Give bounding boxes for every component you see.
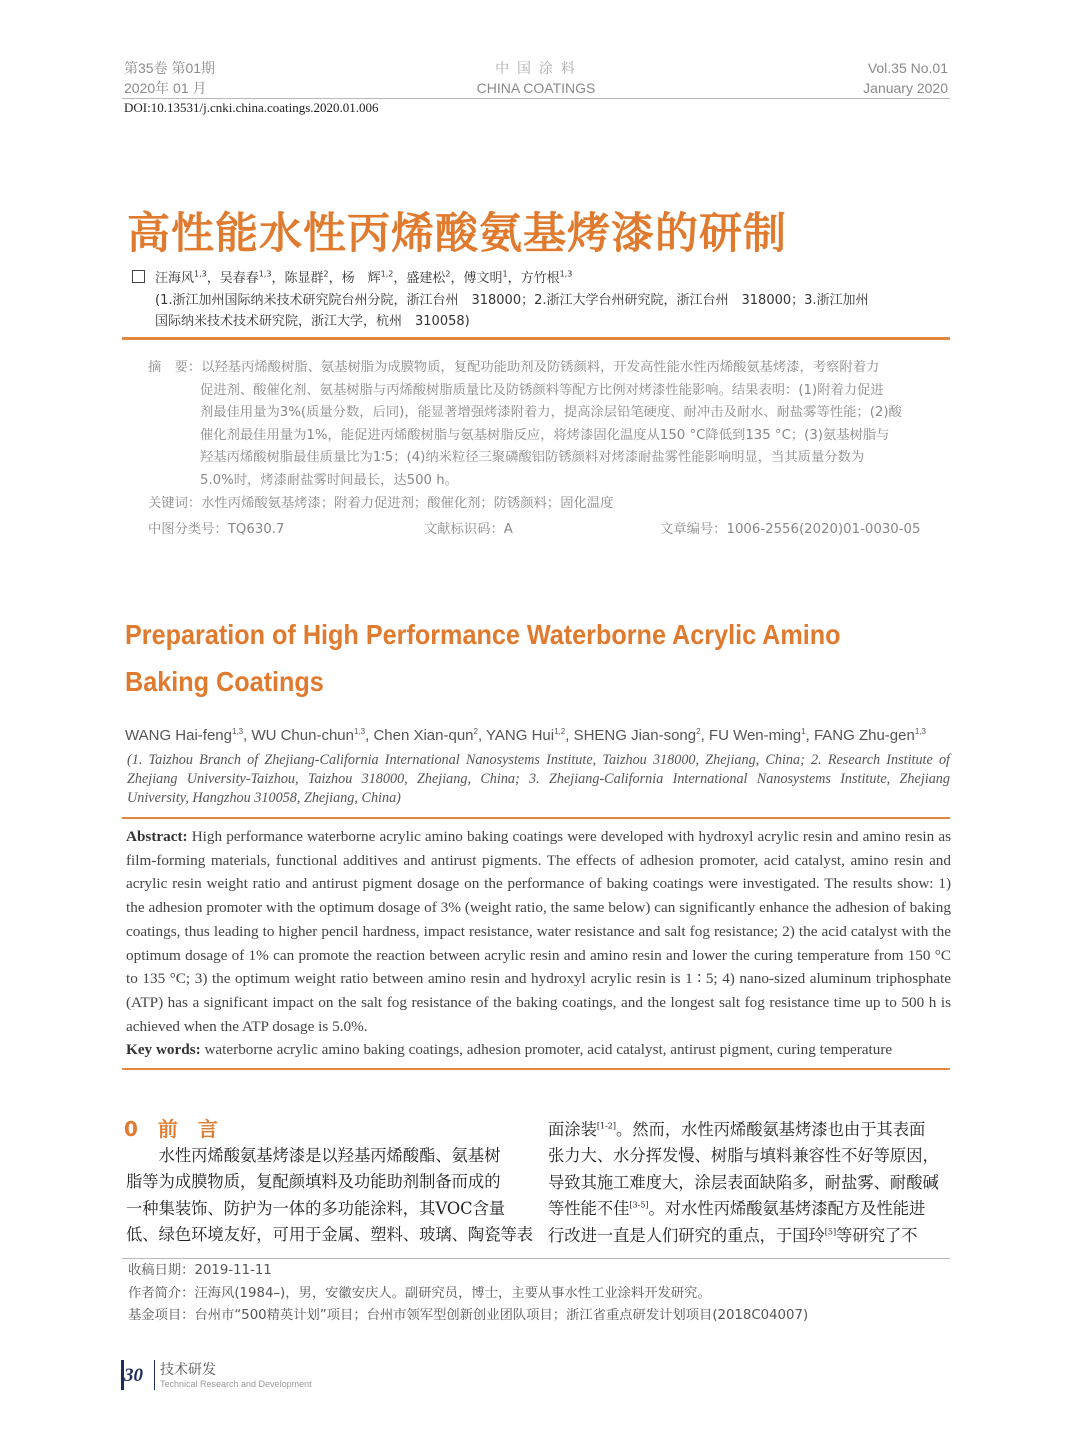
body-line: 张力大、水分挥发慢、树脂与填料兼容性不好等原因， (548, 1146, 939, 1166)
page-footer-divider (154, 1360, 155, 1390)
journal-name-cn: 中 国 涂 料 (495, 60, 577, 76)
classification-row (148, 519, 928, 549)
authors-en (125, 727, 926, 744)
author-bio: 作者简介：汪海风(1984–)，男，安徽安庆人。副研究员，博士，主要从事水性工业涂料开发研究。 (128, 1285, 711, 1301)
document-code: 文献标识码：A (424, 522, 513, 538)
date-en: January 2020 (863, 80, 948, 96)
body-line: 低、绿色环境友好，可用于金属、塑料、玻璃、陶瓷等表 (126, 1225, 534, 1245)
section-title: 0 前 言 (124, 1117, 218, 1141)
body-column-right (548, 1117, 952, 1249)
title-en (125, 611, 955, 705)
abstract-en-label: Abstract: (126, 828, 188, 845)
column-name (160, 1359, 312, 1389)
abstract-line: 羟基丙烯酸树脂最佳质量比为1∶5；(4)纳米粒径三聚磷酸铝防锈颜料对烤漆耐盐雾性能影响明显，当其质量分数为 (200, 450, 865, 466)
author: , SHENG Jian-song$^2$ (565, 727, 701, 744)
body-line: 脂等为成膜物质，复配颜填料及功能助剂制备而成的 (126, 1172, 501, 1192)
author: , Chen Xian-qun$^2$ (365, 727, 478, 744)
header-divider (122, 98, 950, 99)
volume-en: Vol.35 No.01 (867, 60, 948, 76)
abstract-line: 催化剂最佳用量为1%，能促进丙烯酸树脂与氨基树脂反应，将烤漆固化温度从150 °C降低到135 °C；(3)氨基树脂与 (200, 427, 890, 443)
affiliation-line: 国际纳米技术技术研究院，浙江大学，杭州 310058) (155, 314, 470, 329)
author: 汪海风$^{1,3}$ (155, 269, 207, 286)
affiliation-en: (1. Taizhou Branch of Zhejiang-California International Nanosystems Institute, Taizhou 318000, Zhejiang, China; 2. Research Institute of Zhejiang University-Taizhou, Taizhou 318000, Zhejiang, China; 3. Zhejiang-California International Nanosystems Institute, Zhejiang University, Hangzhou 310058, Zhejiang, China) (127, 752, 950, 807)
author: , FANG Zhu-gen$^{1,3}$ (805, 727, 926, 744)
author: WANG Hai-feng$^{1,3}$ (125, 727, 244, 744)
body-line: 一种集装饰、防护为一体的多功能涂料，其VOC含量 (126, 1198, 506, 1218)
abstract-line: 以羟基丙烯酸树脂、氨基树脂为成膜物质，复配功能助剂及防锈颜料，开发高性能水性丙烯酸氨基烤漆，考察附着力 (201, 360, 880, 375)
author: ，方竹根$^{1,3}$ (507, 269, 573, 286)
abstract-bottom-divider (122, 1068, 950, 1070)
author: ，杨 辉$^{1,2}$ (328, 269, 394, 286)
authors-cn (132, 268, 572, 289)
funding: 基金项目：台州市“500精英计划”项目；台州市领军型创新创业团队项目；浙江省重点研发计划项目(2018C04007) (128, 1308, 809, 1323)
footnote-divider (122, 1258, 950, 1259)
abstract-top-divider (122, 817, 950, 819)
affiliation-cn (155, 290, 869, 332)
clc-number: 中图分类号：TQ630.7 (148, 522, 285, 538)
author: ，吴春春$^{1,3}$ (206, 269, 272, 286)
keywords-en-text: waterborne acrylic amino baking coatings, adhesion promoter, acid catalyst, antirust pigment, curing temperature (200, 1041, 893, 1059)
title-en-line: Baking Coatings (125, 666, 324, 697)
column-name-en: Technical Research and Development (160, 1379, 312, 1389)
abstract-en-text: High performance waterborne acrylic amino baking coatings were developed with hydroxyl acrylic resin and amino resin as film-forming materials, functional additives and antirust pigments. The effects of adhesion promoter, acid catalyst, amino resin and acrylic resin weight ratio and antirust pigment dosage on the performance of baking coatings were investigated. The results show: 1) the adhesion promoter with the optimum dosage of 3% (weight ratio, the same below) can significantly enhance the adhesion of baking coatings, thus leading to higher pencil hardness, impact resistance, water resistance and salt fog resistance; 2) the acid catalyst with the optimum dosage of 1% can promote the reaction between acrylic resin and amino resin and lower the curing temperature from 150 °C to 135 °C; 3) the optimum weight ratio between amino resin and hydroxyl acrylic resin is 1 ∶ 5; 4) nano-sized aluminum triphosphate (ATP) has a significant impact on the salt fog resistance of the baking coatings, and the longest salt fog resistance time up to 500 h is achieved when the ATP dosage is 5.0%. (126, 828, 951, 1035)
journal-name (436, 58, 636, 98)
abstract-label: 摘 要： (148, 360, 202, 375)
keywords-en-label: Key words: (126, 1041, 201, 1059)
author: , WU Chun-chun$^{1,3}$ (243, 727, 366, 744)
body-line: 等性能不佳[3-5]。对水性丙烯酸氨基烤漆配方及性能进 (548, 1199, 926, 1219)
journal-name-en: CHINA COATINGS (476, 80, 596, 96)
keywords-cn: 关键词：水性丙烯酸氨基烤漆；附着力促进剂；酸催化剂；防锈颜料；固化温度 (148, 495, 614, 511)
checkbox-icon (132, 270, 145, 283)
journal-volume-en (863, 58, 948, 98)
abstract-line: 5.0%时，烤漆耐盐雾时间最长，达500 h。 (200, 472, 458, 488)
abstract-cn (148, 357, 928, 549)
title-divider (122, 337, 950, 340)
abstract-en (126, 825, 951, 1062)
body-line: 行改进一直是人们研究的重点，于国玲[5]等研究了不 (548, 1225, 918, 1245)
body-line: 水性丙烯酸氨基烤漆是以羟基丙烯酸酯、氨基树 (126, 1146, 501, 1165)
author: , YANG Hui$^{1,2}$ (477, 727, 566, 744)
abstract-line: 促进剂、酸催化剂、氨基树脂与丙烯酸树脂质量比及防锈颜料等配方比例对烤漆性能影响。结果表明：(1)附着力促进 (200, 382, 884, 398)
article-number: 文章编号：1006-2556(2020)01-0030-05 (660, 522, 921, 538)
journal-volume-cn (124, 58, 215, 98)
received-date: 收稿日期：2019-11-11 (128, 1263, 272, 1278)
page-number: 30 (124, 1365, 143, 1386)
footnotes (128, 1260, 808, 1328)
author: , FU Wen-ming$^1$ (700, 727, 806, 744)
doi: DOI:10.13531/j.cnki.china.coatings.2020.01.006 (124, 100, 379, 115)
author: ，陈显群$^2$ (271, 269, 329, 286)
body-line: 导致其施工难度大，涂层表面缺陷多，耐盐雾、耐酸碱 (548, 1172, 939, 1192)
title-cn: 高性能水性丙烯酸氨基烤漆的研制 (127, 209, 787, 259)
body-line: 面涂装[1-2]。然而，水性丙烯酸氨基烤漆也由于其表面 (548, 1120, 926, 1139)
title-en-line: Preparation of High Performance Waterborne Acrylic Amino (125, 619, 841, 650)
body-column-left (126, 1143, 534, 1249)
column-name-cn: 技术研发 (160, 1362, 216, 1378)
volume-cn: 第35卷 第01期 (124, 60, 216, 76)
date-cn: 2020年 01 月 (124, 80, 207, 96)
author: ，傅文明$^1$ (450, 269, 508, 286)
abstract-line: 剂最佳用量为3%(质量分数，后同)，能显著增强烤漆附着力，提高涂层铅笔硬度、耐冲击及耐水、耐盐雾等性能；(2)酸 (200, 405, 902, 421)
author: ，盛建松$^2$ (393, 269, 451, 286)
affiliation-line: (1.浙江加州国际纳米技术研究院台州分院，浙江台州 318000；2.浙江大学台州研究院，浙江台州 318000；3.浙江加州 (155, 293, 869, 308)
